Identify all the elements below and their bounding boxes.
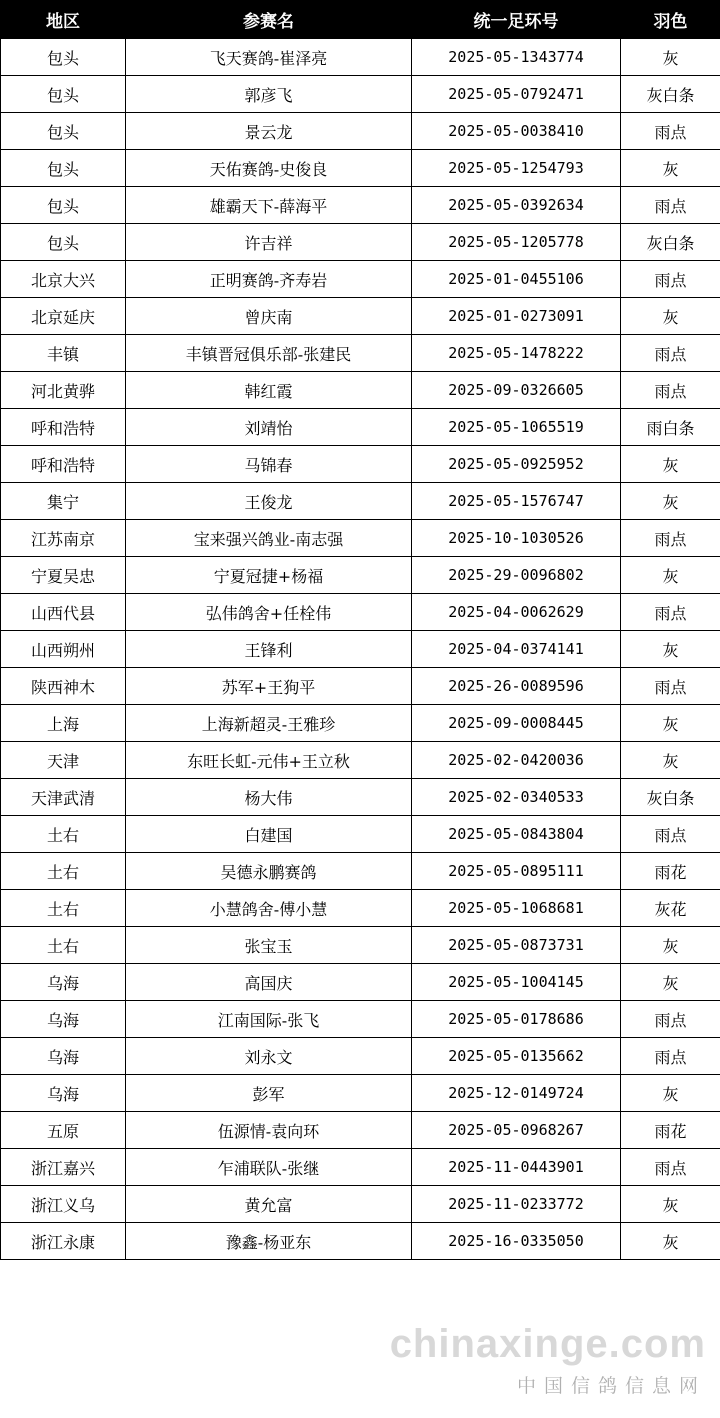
table-row	[1, 372, 720, 409]
table-row	[1, 298, 720, 335]
table-row	[1, 446, 720, 483]
header-feather-color: 羽色	[621, 1, 720, 39]
cell-entrant-name: 小慧鸽舍-傅小慧	[126, 890, 412, 927]
cell-ring-number: 2025-05-0843804	[412, 816, 621, 853]
cell-entrant-name: 杨大伟	[126, 779, 412, 816]
cell-entrant-name: 黄允富	[126, 1186, 412, 1223]
cell-region: 陕西神木	[1, 668, 126, 705]
cell-feather-color: 灰	[621, 927, 720, 964]
cell-ring-number: 2025-05-1068681	[412, 890, 621, 927]
cell-entrant-name: 苏军+王狗平	[126, 668, 412, 705]
table-row	[1, 631, 720, 668]
cell-entrant-name: 乍浦联队-张继	[126, 1149, 412, 1186]
cell-region: 集宁	[1, 483, 126, 520]
cell-entrant-name: 雄霸天下-薛海平	[126, 187, 412, 224]
table-row	[1, 1112, 720, 1149]
cell-feather-color: 灰	[621, 705, 720, 742]
cell-ring-number: 2025-05-0925952	[412, 446, 621, 483]
cell-ring-number: 2025-05-0968267	[412, 1112, 621, 1149]
table-row	[1, 224, 720, 261]
cell-ring-number: 2025-05-0038410	[412, 113, 621, 150]
cell-ring-number: 2025-12-0149724	[412, 1075, 621, 1112]
table-row	[1, 409, 720, 446]
cell-entrant-name: 韩红霞	[126, 372, 412, 409]
cell-region: 浙江义乌	[1, 1186, 126, 1223]
cell-feather-color: 雨白条	[621, 409, 720, 446]
cell-entrant-name: 东旺长虹-元伟+王立秋	[126, 742, 412, 779]
cell-ring-number: 2025-04-0062629	[412, 594, 621, 631]
cell-feather-color: 雨点	[621, 1001, 720, 1038]
cell-ring-number: 2025-04-0374141	[412, 631, 621, 668]
cell-region: 浙江嘉兴	[1, 1149, 126, 1186]
cell-feather-color: 灰	[621, 483, 720, 520]
cell-feather-color: 灰	[621, 1075, 720, 1112]
table-row	[1, 742, 720, 779]
cell-region: 丰镇	[1, 335, 126, 372]
cell-feather-color: 雨点	[621, 372, 720, 409]
table-row	[1, 557, 720, 594]
cell-entrant-name: 宝来强兴鸽业-南志强	[126, 520, 412, 557]
cell-feather-color: 灰	[621, 298, 720, 335]
cell-feather-color: 雨点	[621, 335, 720, 372]
cell-entrant-name: 王俊龙	[126, 483, 412, 520]
cell-ring-number: 2025-09-0008445	[412, 705, 621, 742]
table-row	[1, 1038, 720, 1075]
cell-region: 呼和浩特	[1, 409, 126, 446]
cell-region: 天津	[1, 742, 126, 779]
cell-entrant-name: 马锦春	[126, 446, 412, 483]
header-region: 地区	[1, 1, 126, 39]
cell-feather-color: 雨点	[621, 594, 720, 631]
table-row	[1, 1001, 720, 1038]
cell-feather-color: 雨点	[621, 1038, 720, 1075]
table-row	[1, 1075, 720, 1112]
table-header-row	[1, 1, 720, 39]
cell-ring-number: 2025-10-1030526	[412, 520, 621, 557]
cell-feather-color: 雨点	[621, 261, 720, 298]
cell-ring-number: 2025-29-0096802	[412, 557, 621, 594]
cell-ring-number: 2025-02-0340533	[412, 779, 621, 816]
cell-region: 包头	[1, 150, 126, 187]
cell-ring-number: 2025-05-0873731	[412, 927, 621, 964]
cell-region: 包头	[1, 113, 126, 150]
table-row	[1, 927, 720, 964]
cell-entrant-name: 郭彦飞	[126, 76, 412, 113]
cell-ring-number: 2025-01-0455106	[412, 261, 621, 298]
cell-feather-color: 灰	[621, 742, 720, 779]
table-row	[1, 1149, 720, 1186]
cell-entrant-name: 刘靖怡	[126, 409, 412, 446]
cell-region: 上海	[1, 705, 126, 742]
cell-ring-number: 2025-05-0895111	[412, 853, 621, 890]
cell-region: 山西朔州	[1, 631, 126, 668]
cell-feather-color: 雨点	[621, 1149, 720, 1186]
cell-ring-number: 2025-11-0443901	[412, 1149, 621, 1186]
cell-region: 江苏南京	[1, 520, 126, 557]
cell-ring-number: 2025-05-1478222	[412, 335, 621, 372]
cell-region: 北京延庆	[1, 298, 126, 335]
cell-entrant-name: 王锋利	[126, 631, 412, 668]
cell-entrant-name: 高国庆	[126, 964, 412, 1001]
cell-entrant-name: 宁夏冠捷+杨福	[126, 557, 412, 594]
cell-feather-color: 灰	[621, 1223, 720, 1260]
cell-region: 土右	[1, 853, 126, 890]
cell-entrant-name: 吴德永鹏赛鸽	[126, 853, 412, 890]
cell-ring-number: 2025-05-1343774	[412, 39, 621, 76]
cell-ring-number: 2025-09-0326605	[412, 372, 621, 409]
cell-region: 土右	[1, 927, 126, 964]
table-row	[1, 890, 720, 927]
cell-feather-color: 雨点	[621, 816, 720, 853]
cell-entrant-name: 刘永文	[126, 1038, 412, 1075]
cell-entrant-name: 景云龙	[126, 113, 412, 150]
watermark	[390, 1322, 706, 1398]
cell-ring-number: 2025-02-0420036	[412, 742, 621, 779]
cell-feather-color: 雨花	[621, 1112, 720, 1149]
cell-region: 乌海	[1, 1075, 126, 1112]
cell-region: 包头	[1, 39, 126, 76]
cell-feather-color: 灰白条	[621, 779, 720, 816]
table-row	[1, 150, 720, 187]
table-row	[1, 520, 720, 557]
cell-entrant-name: 正明赛鸽-齐寿岩	[126, 261, 412, 298]
table-row	[1, 705, 720, 742]
cell-entrant-name: 彭军	[126, 1075, 412, 1112]
cell-entrant-name: 丰镇晋冠俱乐部-张建民	[126, 335, 412, 372]
table-row	[1, 113, 720, 150]
table-row	[1, 187, 720, 224]
table-row	[1, 853, 720, 890]
cell-region: 乌海	[1, 1001, 126, 1038]
cell-region: 五原	[1, 1112, 126, 1149]
cell-feather-color: 灰	[621, 1186, 720, 1223]
cell-ring-number: 2025-05-1576747	[412, 483, 621, 520]
cell-region: 土右	[1, 890, 126, 927]
cell-feather-color: 雨点	[621, 113, 720, 150]
cell-region: 呼和浩特	[1, 446, 126, 483]
cell-feather-color: 灰	[621, 557, 720, 594]
header-entrant-name: 参赛名	[126, 1, 412, 39]
cell-feather-color: 灰	[621, 446, 720, 483]
cell-entrant-name: 天佑赛鸽-史俊良	[126, 150, 412, 187]
cell-ring-number: 2025-05-0178686	[412, 1001, 621, 1038]
cell-entrant-name: 弘伟鸽舍+任栓伟	[126, 594, 412, 631]
table-row	[1, 483, 720, 520]
cell-ring-number: 2025-05-1065519	[412, 409, 621, 446]
watermark-tagline: 中国信鸽信息网	[516, 1375, 706, 1397]
cell-region: 北京大兴	[1, 261, 126, 298]
table-row	[1, 76, 720, 113]
table-row	[1, 668, 720, 705]
cell-entrant-name: 白建国	[126, 816, 412, 853]
cell-region: 乌海	[1, 1038, 126, 1075]
cell-region: 乌海	[1, 964, 126, 1001]
cell-ring-number: 2025-16-0335050	[412, 1223, 621, 1260]
cell-ring-number: 2025-05-1205778	[412, 224, 621, 261]
cell-ring-number: 2025-05-0792471	[412, 76, 621, 113]
cell-feather-color: 灰	[621, 150, 720, 187]
cell-region: 土右	[1, 816, 126, 853]
cell-region: 宁夏吴忠	[1, 557, 126, 594]
cell-ring-number: 2025-05-0135662	[412, 1038, 621, 1075]
header-ring-number: 统一足环号	[412, 1, 621, 39]
cell-feather-color: 灰	[621, 39, 720, 76]
cell-region: 天津武清	[1, 779, 126, 816]
table-row	[1, 335, 720, 372]
cell-region: 河北黄骅	[1, 372, 126, 409]
cell-ring-number: 2025-05-0392634	[412, 187, 621, 224]
cell-region: 浙江永康	[1, 1223, 126, 1260]
cell-entrant-name: 上海新超灵-王雅珍	[126, 705, 412, 742]
cell-ring-number: 2025-01-0273091	[412, 298, 621, 335]
cell-region: 包头	[1, 224, 126, 261]
cell-entrant-name: 江南国际-张飞	[126, 1001, 412, 1038]
table-row	[1, 779, 720, 816]
table-row	[1, 1223, 720, 1260]
cell-ring-number: 2025-05-1004145	[412, 964, 621, 1001]
cell-entrant-name: 张宝玉	[126, 927, 412, 964]
cell-ring-number: 2025-26-0089596	[412, 668, 621, 705]
cell-entrant-name: 曾庆南	[126, 298, 412, 335]
cell-ring-number: 2025-11-0233772	[412, 1186, 621, 1223]
cell-entrant-name: 飞天赛鸽-崔泽亮	[126, 39, 412, 76]
table-row	[1, 261, 720, 298]
cell-entrant-name: 许吉祥	[126, 224, 412, 261]
cell-region: 包头	[1, 187, 126, 224]
cell-feather-color: 灰白条	[621, 224, 720, 261]
cell-entrant-name: 豫鑫-杨亚东	[126, 1223, 412, 1260]
cell-feather-color: 雨点	[621, 187, 720, 224]
table-row	[1, 594, 720, 631]
cell-region: 包头	[1, 76, 126, 113]
watermark-domain: chinaxinge.com	[389, 1322, 706, 1366]
cell-ring-number: 2025-05-1254793	[412, 150, 621, 187]
table-row	[1, 1186, 720, 1223]
cell-region: 山西代县	[1, 594, 126, 631]
cell-feather-color: 雨花	[621, 853, 720, 890]
cell-feather-color: 灰花	[621, 890, 720, 927]
table-row	[1, 39, 720, 76]
table-row	[1, 964, 720, 1001]
cell-feather-color: 灰	[621, 631, 720, 668]
cell-feather-color: 灰白条	[621, 76, 720, 113]
cell-entrant-name: 伍源情-袁向环	[126, 1112, 412, 1149]
cell-feather-color: 雨点	[621, 520, 720, 557]
cell-feather-color: 雨点	[621, 668, 720, 705]
table-row	[1, 816, 720, 853]
cell-feather-color: 灰	[621, 964, 720, 1001]
